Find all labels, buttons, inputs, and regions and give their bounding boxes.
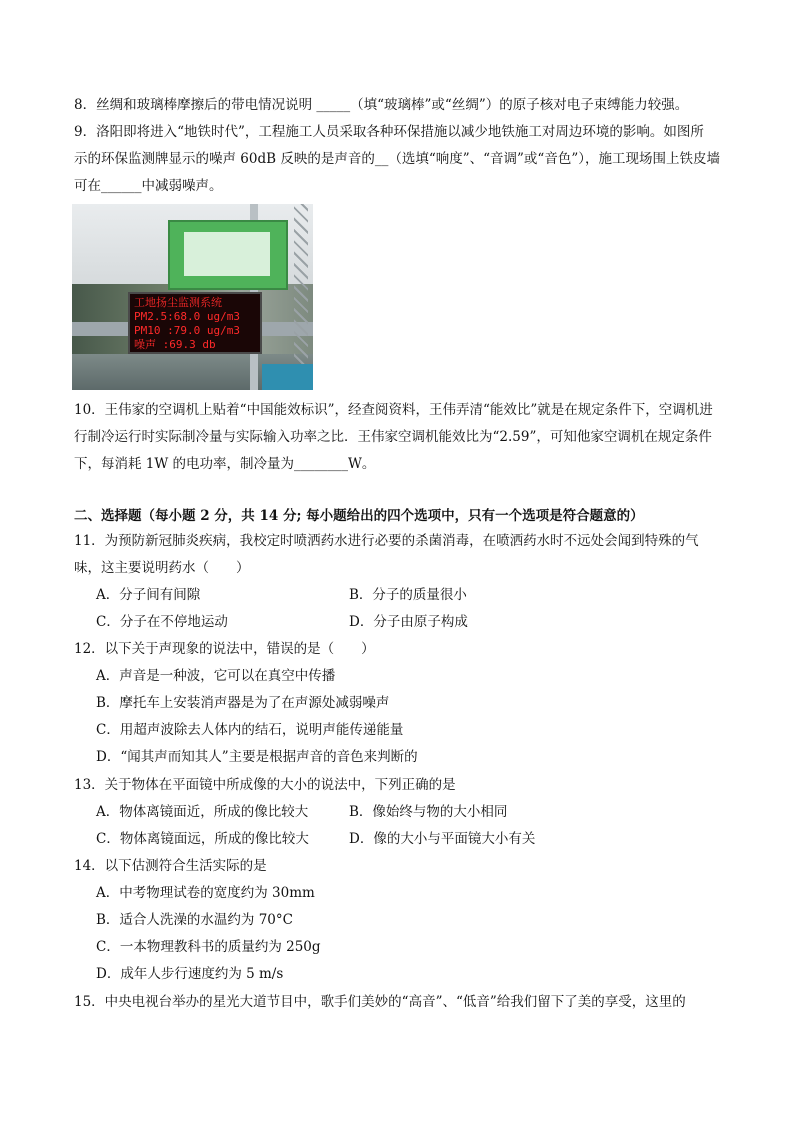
led-display-board [128,292,262,354]
question-12-option-d: D．“闻其声而知其人”主要是根据声音的音色来判断的 [96,749,418,765]
photo-crane [294,204,308,390]
question-11-option-d: D．分子由原子构成 [349,614,468,630]
question-11-option-c: C．分子在不停地运动 [96,614,228,630]
photo-tarp [262,364,313,390]
led-pm10: PM10 :79.0 ug/m3 [134,324,240,337]
question-14-option-d: D．成年人步行速度约为 5 m/s [96,966,284,982]
question-11-option-a: A．分子间有间隙 [96,587,201,603]
question-9-line-1: 9．洛阳即将进入“地铁时代”，工程施工人员采取各种环保措施以减少地铁施工对周边环境的影响。如图所 [74,124,704,140]
led-pm25: PM2.5:68.0 ug/m3 [134,310,240,323]
led-title: 工地扬尘监测系统 [134,296,222,309]
question-12-stem: 12．以下关于声现象的说法中，错误的是（ ） [74,641,375,657]
question-12-option-a: A．声音是一种波，它可以在真空中传播 [96,668,336,684]
question-12-option-b: B．摩托车上安装消声器是为了在声源处减弱噪声 [96,695,390,711]
question-9-line-2: 示的环保监测牌显示的噪声 60dB 反映的是声音的__（选填“响度”、“音调”或“音色”），施工现场围上铁皮墙 [74,151,720,167]
question-13-option-b: B．像始终与物的大小相同 [349,804,508,820]
question-14-option-a: A．中考物理试卷的宽度约为 30mm [96,885,315,901]
question-10-line-1: 10．王伟家的空调机上贴着“中国能效标识”，经查阅资料，王伟弄清“能效比”就是在规定条件下，空调机进 [74,402,713,418]
question-8: 8．丝绸和玻璃棒摩擦后的带电情况说明 _____（填“玻璃棒”或“丝绸”）的原子核对电子束缚能力较强。 [74,97,689,113]
monitor-device-panel [184,232,270,276]
question-15-line-1: 15．中央电视台举办的星光大道节目中，歌手们美妙的“高音”、“低音”给我们留下了美的享受，这里的 [74,994,686,1010]
led-noise: 噪声 :69.3 db [134,338,216,351]
noise-monitor-photo [72,204,313,390]
question-12-option-c: C．用超声波除去人体内的结石，说明声能传递能量 [96,722,404,738]
question-13-option-c: C．物体离镜面远，所成的像比较大 [96,831,309,847]
question-9-line-3: 可在______中减弱噪声。 [74,178,223,194]
question-14-stem: 14．以下估测符合生活实际的是 [74,858,267,874]
question-11-option-b: B．分子的质量很小 [349,587,467,603]
question-10-line-3: 下，每消耗 1W 的电功率，制冷量为________W。 [74,456,376,472]
question-13-option-a: A．物体离镜面近，所成的像比较大 [96,804,309,820]
question-14-option-c: C．一本物理教科书的质量约为 250g [96,939,321,955]
question-10-line-2: 行制冷运行时实际制冷量与实际输入功率之比．王伟家空调机能效比为“2.59”，可知他家空调机在规定条件 [74,429,712,445]
question-13-option-d: D．像的大小与平面镜大小有关 [349,831,536,847]
question-14-option-b: B．适合人洗澡的水温约为 70°C [96,912,293,928]
question-13-stem: 13．关于物体在平面镜中所成像的大小的说法中，下列正确的是 [74,777,456,793]
question-11-line-1: 11．为预防新冠肺炎疾病，我校定时喷洒药水进行必要的杀菌消毒，在喷洒药水时不远处会闻到特殊的气 [74,533,699,549]
section-2-title: 二、选择题（每小题 2 分，共 14 分; 每小题给出的四个选项中，只有一个选项是符合题意的） [74,508,644,524]
question-11-line-2: 味，这主要说明药水（ ） [74,560,250,576]
monitor-device [168,220,288,290]
